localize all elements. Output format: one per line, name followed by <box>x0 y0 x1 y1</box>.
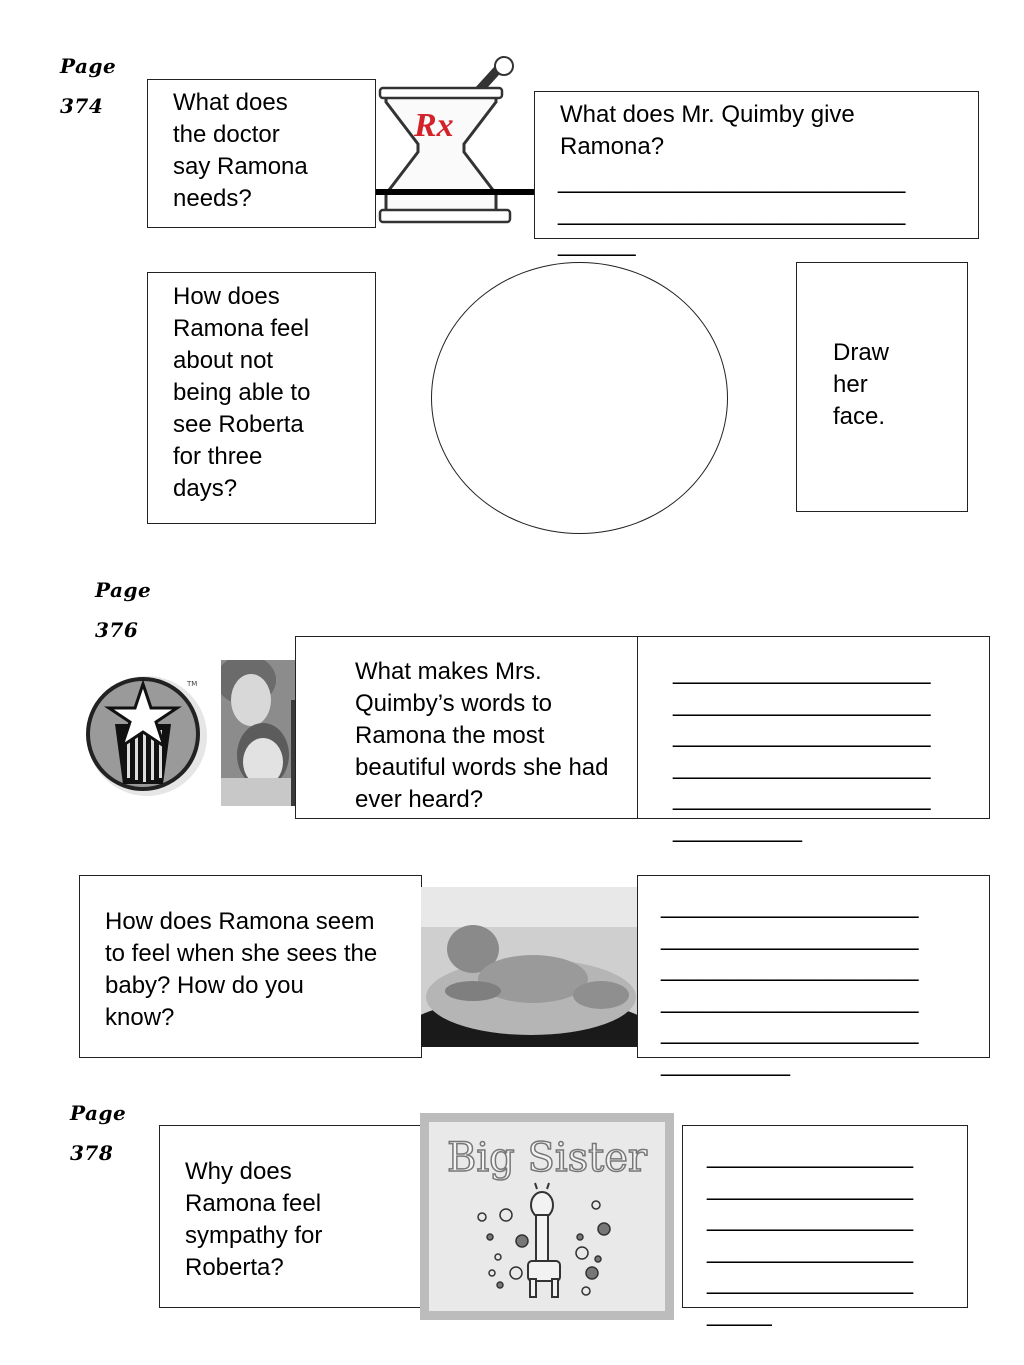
big-sister-title: Big Sister <box>446 1135 648 1181</box>
question-text-beautiful-words: What makes Mrs. Quimby’s words to Ramona the most beautiful words she had ever heard? <box>355 658 609 813</box>
baby-photo-art <box>421 887 638 1047</box>
answer-lines-beautiful-words[interactable]: ____________________ ____________________ ____________________ ____________________ ____________________ __________ <box>673 658 930 843</box>
answer-lines-sees-baby[interactable]: ____________________ ____________________ ____________________ ____________________ ____________________ __________ <box>661 892 918 1077</box>
draw-instruction-text: Draw her face. <box>833 339 890 430</box>
page-number: 378 <box>70 1141 114 1165</box>
page-label-378 <box>70 1093 126 1173</box>
page-number: 376 <box>95 618 139 642</box>
mortar-pestle-image <box>376 54 536 236</box>
page-number: 374 <box>60 94 104 118</box>
answer-lines-mr-quimby[interactable]: ___________________________ ___________________________ ______ <box>558 167 905 257</box>
logo-tm-text: TM <box>187 680 198 688</box>
baby-photo <box>421 887 638 1047</box>
page-word: Page <box>70 1101 127 1125</box>
big-sister-card-art <box>420 1113 674 1320</box>
page-word: Page <box>95 578 152 602</box>
star-logo-image <box>83 672 215 798</box>
question-text-roberta-feelings: How does Ramona feel about not being able to see Roberta for three days? <box>173 283 311 502</box>
question-text-sees-baby: How does Ramona seem to feel when she sees the baby? How do you know? <box>105 908 378 1031</box>
page-label-374 <box>60 46 116 126</box>
mortar-pestle-icon <box>376 54 536 236</box>
mother-daughter-photo-art <box>221 660 301 806</box>
question-text-mr-quimby: What does Mr. Quimby give Ramona? <box>560 101 855 160</box>
answer-lines-sympathy[interactable]: ________________ ________________ ________________ ________________ ________________ _____ <box>707 1142 913 1327</box>
big-sister-card-image <box>420 1113 674 1320</box>
question-text-doctor: What does the doctor say Ramona needs? <box>173 89 308 212</box>
star-logo-icon <box>83 672 215 798</box>
draw-face-circle[interactable] <box>431 262 728 534</box>
page-label-376 <box>95 570 151 650</box>
rx-symbol-text: Rx <box>414 107 454 144</box>
mother-daughter-photo <box>221 660 301 806</box>
question-text-sympathy: Why does Ramona feel sympathy for Roberta? <box>185 1158 323 1281</box>
page-word: Page <box>60 54 117 78</box>
